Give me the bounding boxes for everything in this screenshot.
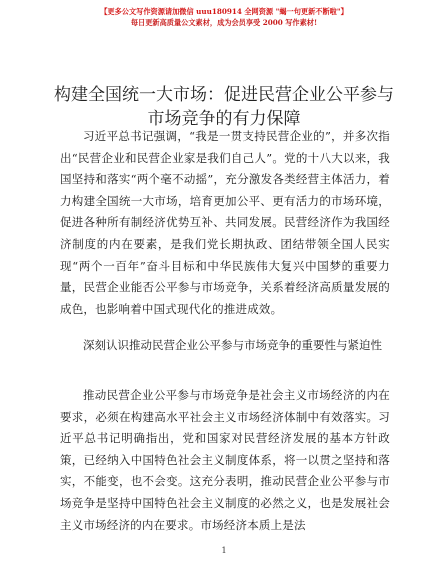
document-title-line-1: 构建全国统一大市场：促进民营企业公平参与 — [54, 85, 394, 105]
body-paragraph-2: 推动民营企业公平参与市场竞争是社会主义市场经济的内在要求，必须在构建高水平社会主义市场经济体制中有效落实。习近平总书记明确指出，党和国家对民营经济发展的基本方针政策，已经纳入中国特色社会主义制度体系，将一以贯之坚持和落实，不能变，也不会变。这充分表明，推动民营企业公平参与市场竞争是坚持中国特色社会主义制度的必然之义，也是发展社会主义市场经济的内在要求。市场经济本质上是法 — [60, 388, 390, 532]
promo-banner-line-1: 【更多公文写作资源请加微信 uuu180914 全网资源 "蝎一句更新不断啦"】 — [100, 7, 348, 16]
body-paragraph-1: 习近平总书记强调，“我是一贯支持民营企业的”，并多次指出“民营企业和民营企业家是我们自己人”。党的十八大以来，我国坚持和落实“两个毫不动摇”，充分激发各类经营主体活力，着力构建全国统一大市场，培育更加公平、更有活力的市场环境，促进各种所有制经济优势互补、共同发展。民营经济作为我国经济制度的内在要素，是我们党长期执政、团结带领全国人民实现“两个一百年”奋斗目标和中华民族伟大复兴中国梦的重要力量，民营企业能否公平参与市场竞争，关系着经济高质量发展的成色，也影响着中国式现代化的推进成效。 — [60, 129, 390, 316]
section-heading: 深刻认识推动民营企业公平参与市场竞争的重要性与紧迫性 — [83, 338, 382, 352]
document-title-line-2: 市场竞争的有力保障 — [147, 109, 301, 129]
page-number: 1 — [221, 546, 227, 555]
document-title — [30, 83, 418, 131]
promo-banner — [0, 6, 448, 28]
promo-banner-line-2: 每日更新高质量公文素材，成为会员享受 2000 写作素材! — [130, 18, 318, 27]
